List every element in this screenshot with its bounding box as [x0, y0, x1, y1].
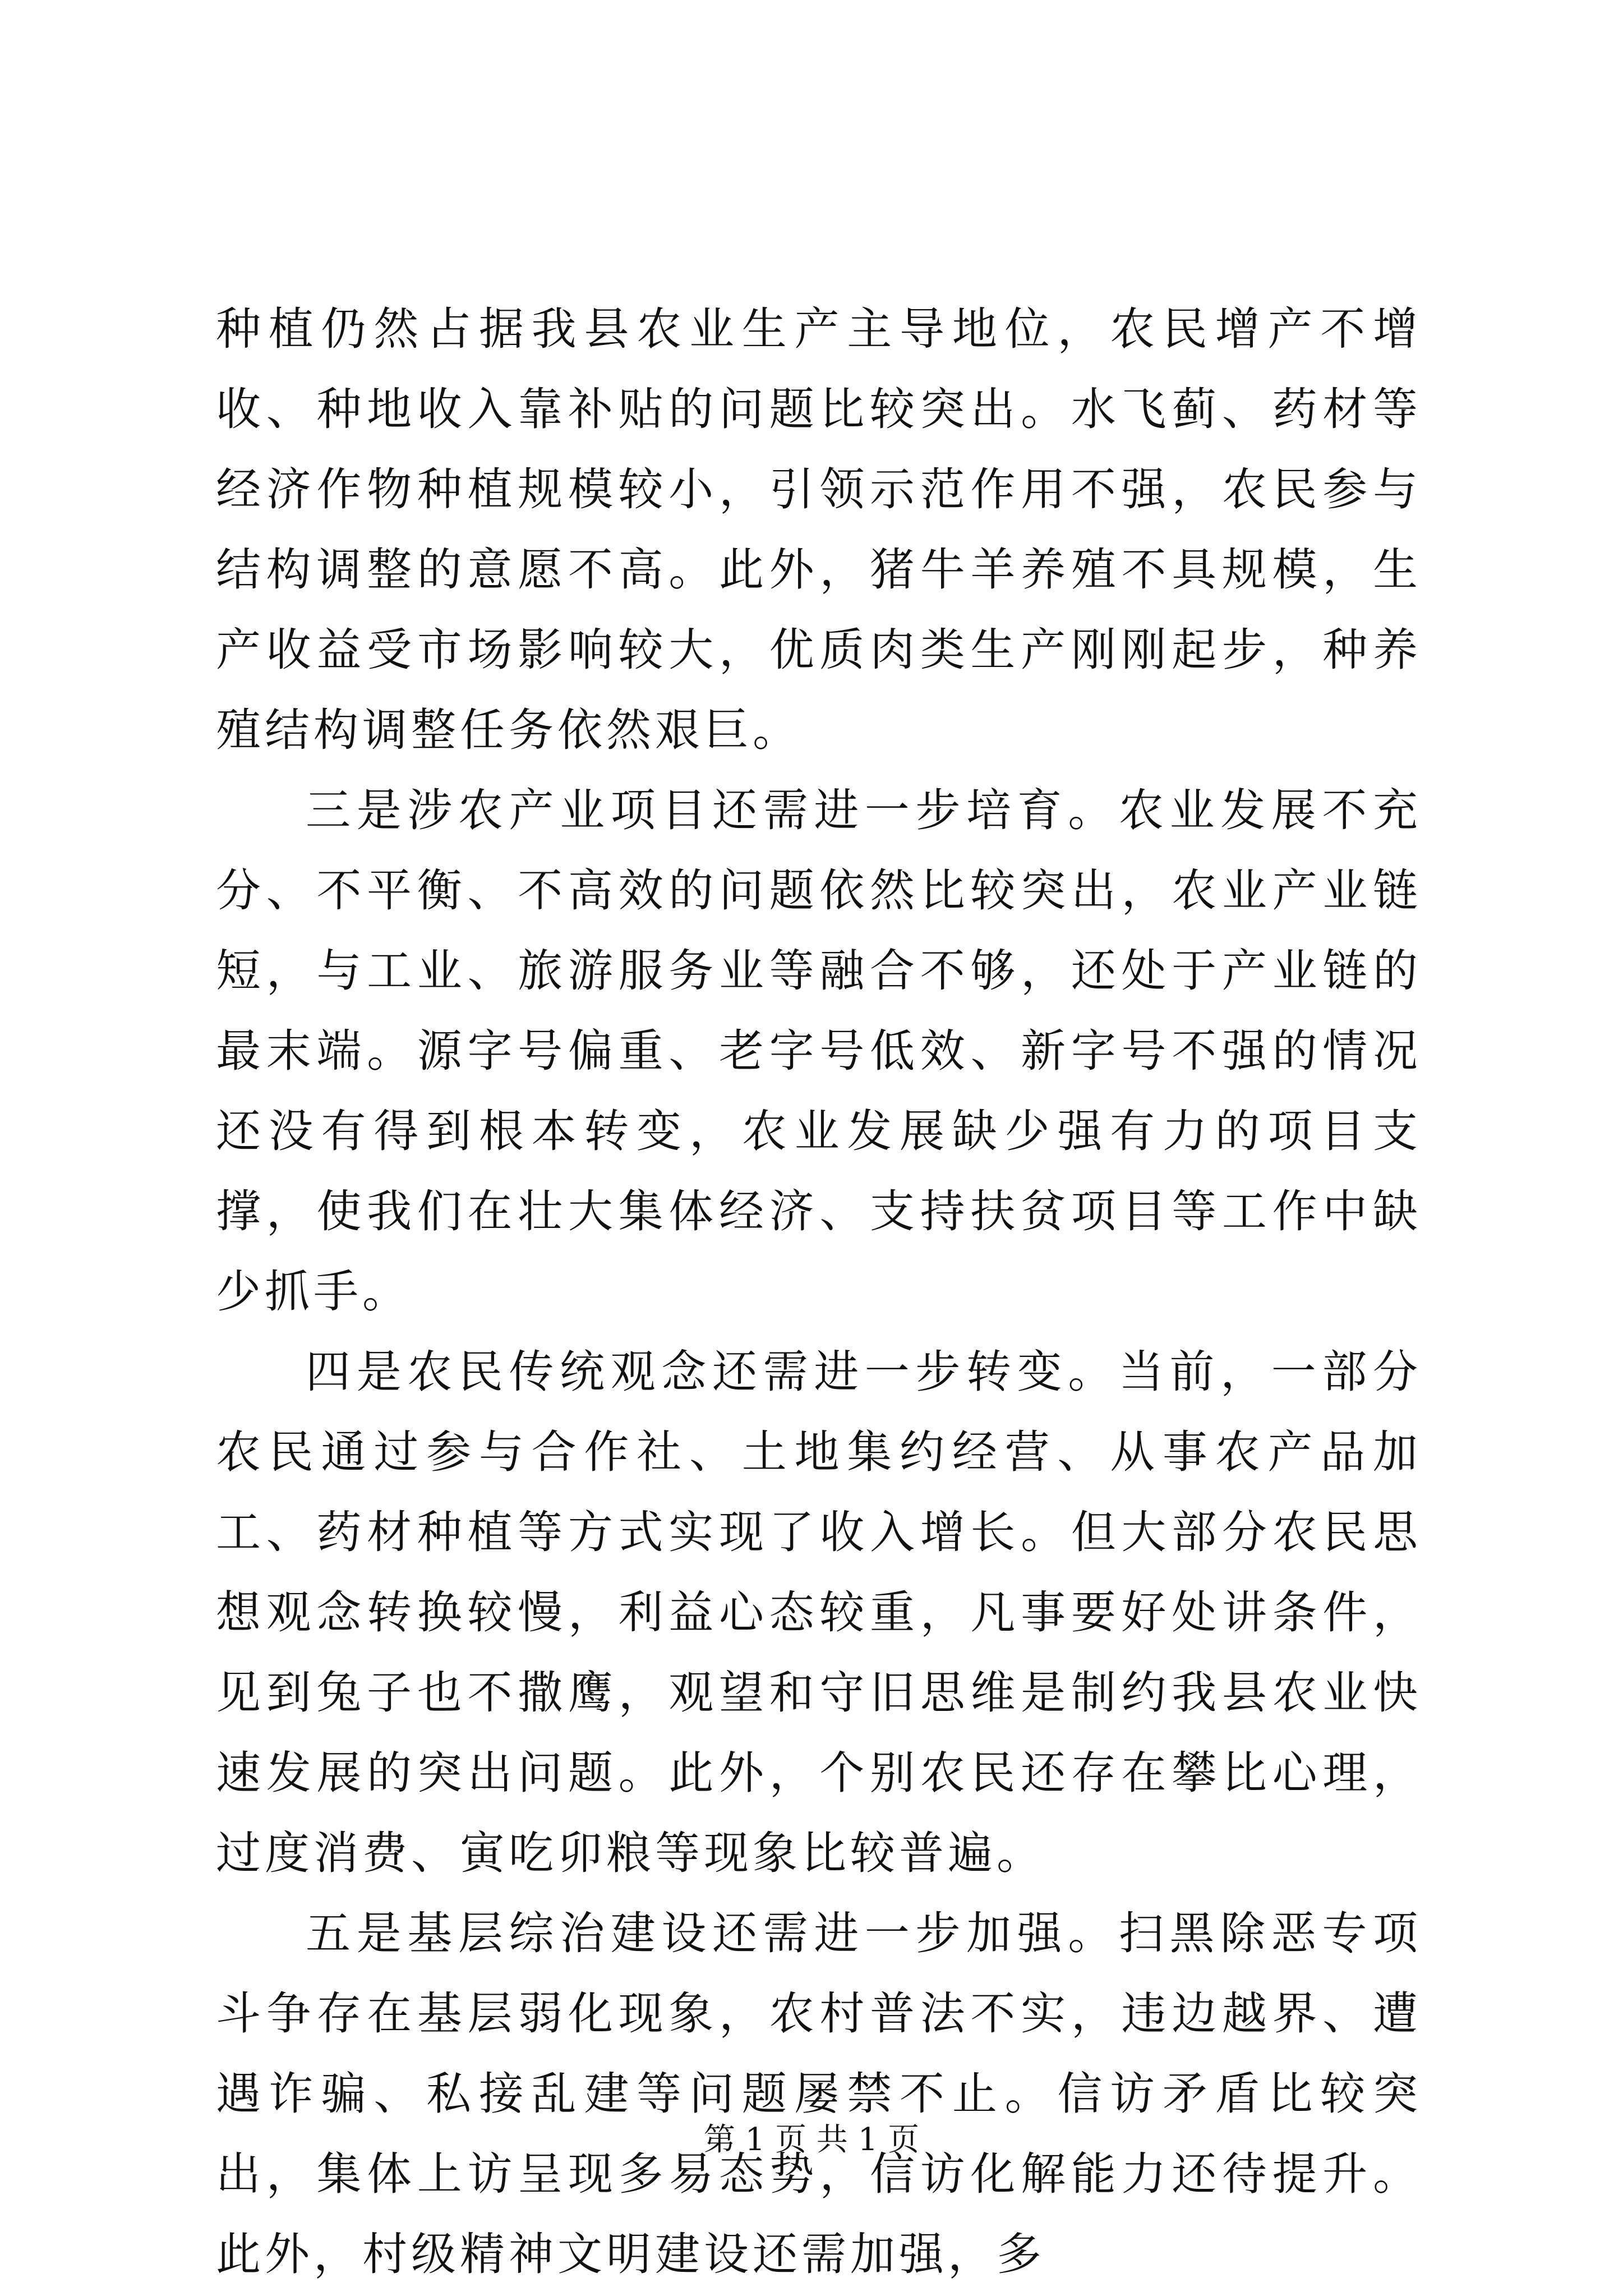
paragraph-point-five: 五是基层综治建设还需进一步加强。扫黑除恶专项斗争存在基层弱化现象，农村普法不实，违边越界、遭遇诈骗、私接乱建等问题屡禁不止。信访矛盾比较突出，集体上访呈现多易态势，信访化解能力还待提升。此外，村级精神文明建设还需加强，多 — [216, 1907, 1422, 2280]
page-footer — [0, 2120, 1623, 2160]
paragraph-point-three: 三是涉农产业项目还需进一步培育。农业发展不充分、不平衡、不高效的问题依然比较突出，农业产业链短，与工业、旅游服务业等融合不够，还处于产业链的最末端。源字号偏重、老字号低效、新字号不强的情况还没有得到根本转变，农业发展缺少强有力的项目支撑，使我们在壮大集体经济、支持扶贫项目等工作中缺少抓手。 — [216, 784, 1422, 1318]
paragraph-point-four: 四是农民传统观念还需进一步转变。当前，一部分农民通过参与合作社、土地集约经营、从事农产品加工、药材种植等方式实现了收入增长。但大部分农民思想观念转换较慢，利益心态较重，凡事要好处讲条件，见到兔子也不撒鹰，观望和守旧思维是制约我县农业快速发展的突出问题。此外，个别农民还存在攀比心理，过度消费、寅吃卯粮等现象比较普遍。 — [216, 1346, 1422, 1879]
paragraph-continuation: 种植仍然占据我县农业生产主导地位，农民增产不增收、种地收入靠补贴的问题比较突出。水飞蓟、药材等经济作物种植规模较小，引领示范作用不强，农民参与结构调整的意愿不高。此外，猪牛羊养殖不具规模，生产收益受市场影响较大，优质肉类生产刚刚起步，种养殖结构调整任务依然艰巨。 — [216, 303, 1422, 756]
page-number-label: 第 1 页 共 1 页 — [703, 2122, 920, 2158]
document-body — [216, 289, 1422, 2294]
